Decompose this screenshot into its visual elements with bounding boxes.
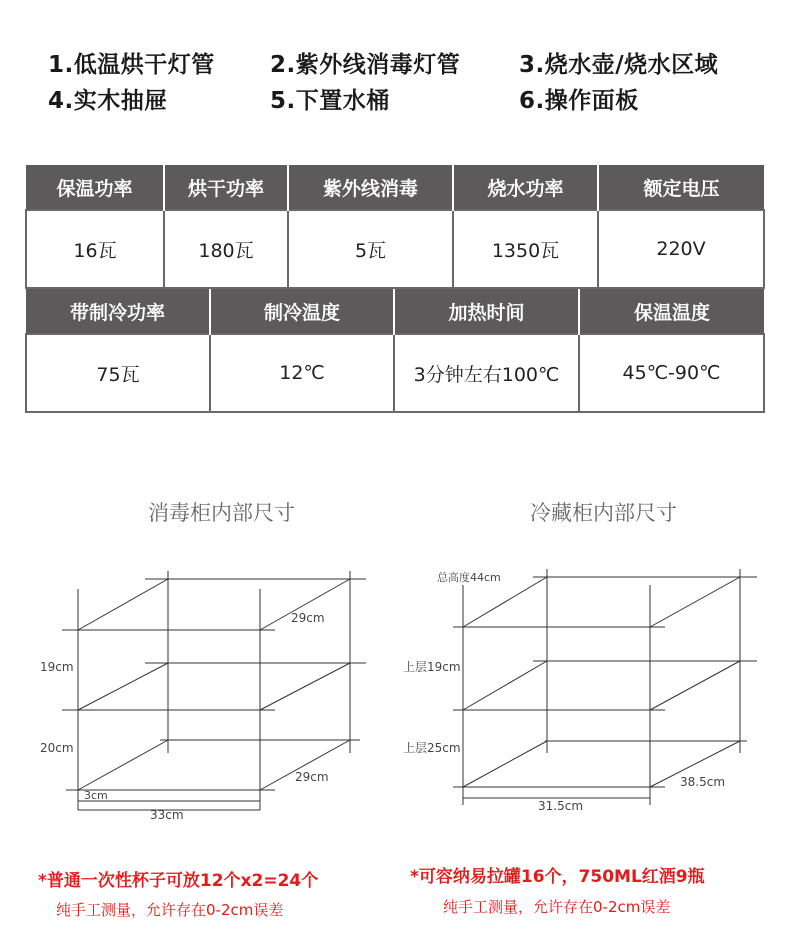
label-depth: 38.5cm [680, 775, 726, 789]
legend-item-1: 1.低温烘干灯管 [48, 52, 215, 78]
spec-value-row [26, 334, 764, 412]
left-measurement-note: 纯手工测量，允许存在0-2cm误差 [56, 901, 284, 919]
spec-header-cell: 制冷温度 [210, 289, 394, 334]
label-upper-height: 上层19cm [403, 660, 461, 674]
label-lower-height: 上层25cm [403, 741, 461, 755]
spec-header-cell: 烘干功率 [164, 165, 288, 210]
right-capacity-note: *可容纳易拉罐16个，750ML红酒9瓶 [410, 867, 705, 887]
spec-header-cell: 带制冷功率 [26, 289, 210, 334]
spec-table-temperature [25, 289, 765, 413]
spec-value-row [26, 210, 764, 288]
spec-table-power [25, 165, 765, 289]
legend-item-2: 2.紫外线消毒灯管 [270, 52, 461, 78]
spec-value-cell: 1350瓦 [453, 210, 598, 288]
spec-value-cell: 45℃-90℃ [579, 334, 764, 412]
spec-header-row [26, 289, 764, 334]
legend-item-3: 3.烧水壶/烧水区域 [519, 52, 719, 78]
label-front-offset: 3cm [84, 789, 108, 802]
spec-value-cell: 16瓦 [26, 210, 164, 288]
spec-value-cell: 5瓦 [288, 210, 453, 288]
left-panel-title: 消毒柜内部尺寸 [148, 501, 295, 525]
legend-item-6: 6.操作面板 [519, 88, 639, 114]
spec-header-cell: 保温温度 [579, 289, 764, 334]
spec-value-cell: 220V [598, 210, 764, 288]
spec-value-cell: 3分钟左右100℃ [394, 334, 579, 412]
spec-header-cell: 额定电压 [598, 165, 764, 210]
label-depth-bottom: 29cm [295, 770, 329, 784]
spec-value-cell: 12℃ [210, 334, 394, 412]
right-measurement-note: 纯手工测量，允许存在0-2cm误差 [443, 898, 671, 916]
label-depth-top: 29cm [291, 611, 325, 625]
label-height-upper: 19cm [40, 660, 74, 674]
spec-header-cell: 保温功率 [26, 165, 164, 210]
spec-header-cell: 烧水功率 [453, 165, 598, 210]
legend-item-4: 4.实木抽屉 [48, 88, 168, 114]
right-panel-title: 冷藏柜内部尺寸 [530, 501, 677, 525]
spec-header-cell: 紫外线消毒 [288, 165, 453, 210]
component-legend [0, 0, 790, 130]
spec-header-row [26, 165, 764, 210]
label-width: 31.5cm [538, 799, 584, 813]
sterilizer-dimension-diagram [0, 555, 395, 835]
spec-value-cell: 75瓦 [26, 334, 210, 412]
label-width: 33cm [150, 808, 184, 822]
label-height-lower: 20cm [40, 741, 74, 755]
refrigerator-dimension-diagram [395, 555, 790, 835]
legend-item-5: 5.下置水桶 [270, 88, 390, 114]
left-capacity-note: *普通一次性杯子可放12个x2=24个 [38, 871, 319, 891]
spec-value-cell: 180瓦 [164, 210, 288, 288]
label-total-height: 总高度44cm [437, 571, 501, 584]
spec-header-cell: 加热时间 [394, 289, 579, 334]
